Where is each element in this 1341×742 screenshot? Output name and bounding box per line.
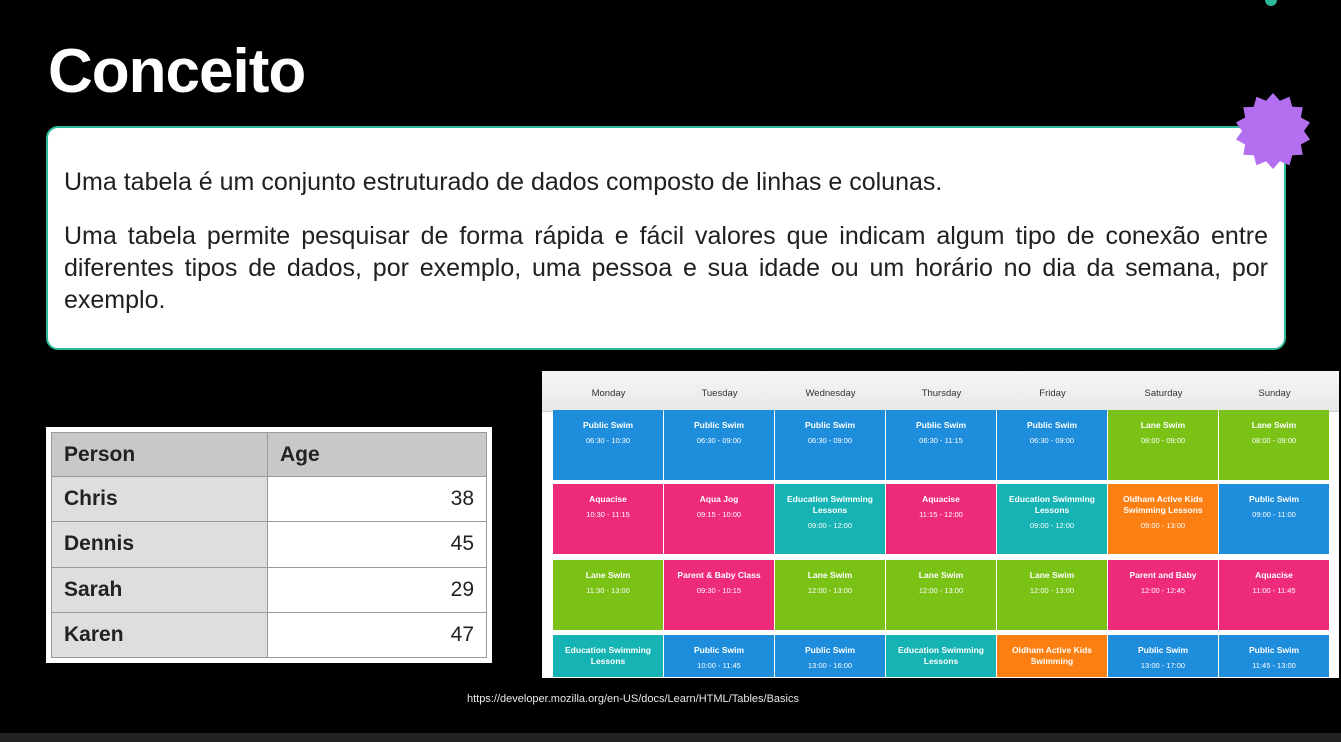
activity-name: Public Swim [804, 420, 856, 430]
age-cell: 47 [268, 612, 487, 657]
timetable-cell [997, 484, 1107, 554]
timetable-cell [997, 410, 1107, 480]
timetable-cell [553, 410, 663, 480]
activity-name: Aquacise [1255, 570, 1293, 580]
activity-time: 13:00 - 16:00 [807, 661, 853, 670]
activity-time: 08:00 - 09:00 [1140, 436, 1186, 445]
activity-time: 09:00 - 11:00 [1252, 510, 1296, 519]
activity-time: 06:30 - 09:00 [807, 436, 853, 445]
person-cell: Dennis [52, 522, 268, 567]
timetable-cell [1108, 410, 1218, 480]
activity-time: 11:30 - 13:00 [586, 586, 630, 595]
activity-time: 09:30 - 10:15 [696, 586, 742, 595]
activity-name: Lane Swim [1029, 570, 1075, 580]
age-cell: 38 [268, 477, 487, 522]
concept-paragraph-1: Uma tabela é um conjunto estruturado de dados composto de linhas e colunas. [64, 168, 943, 196]
activity-time: 09:00 - 12:00 [1029, 521, 1075, 530]
activity-time: 06:30 - 09:00 [1029, 436, 1075, 445]
timetable-cell [886, 560, 996, 630]
timetable-cell [553, 635, 663, 677]
timetable-cell [997, 635, 1107, 677]
activity-name: Aqua Jog [699, 494, 739, 504]
day-header-1: Tuesday [701, 388, 738, 399]
timetable-cell [664, 560, 774, 630]
activity-name: Lane Swim [918, 570, 964, 580]
activity-time: 12:00 - 12:45 [1140, 586, 1186, 595]
day-header-6: Sunday [1258, 388, 1291, 399]
activity-name: Aquacise [589, 494, 627, 504]
purple-burst-icon [1234, 92, 1312, 170]
timetable-cell [664, 410, 774, 480]
timetable-cell [775, 560, 885, 630]
slide-title: Conceito [48, 37, 306, 106]
day-header-0: Monday [591, 388, 626, 399]
table-row [52, 477, 487, 522]
activity-name: Aquacise [922, 494, 960, 504]
person-cell: Karen [52, 612, 268, 657]
activity-time: 06:30 - 10:30 [585, 436, 631, 445]
activity-name: Parent & Baby Class [677, 570, 761, 580]
person-age-table-image [46, 427, 492, 663]
activity-name: Public Swim [804, 645, 856, 655]
timetable-cell [1219, 635, 1329, 677]
timetable-day-header [542, 371, 1339, 412]
day-header-3: Thursday [921, 388, 962, 399]
activity-name: Education Swimming Lessons [1009, 494, 1095, 515]
table-header-row [52, 433, 487, 477]
activity-name: Oldham Active Kids Swimming [1012, 645, 1092, 666]
activity-name: Public Swim [693, 645, 745, 655]
activity-name: Lane Swim [807, 570, 853, 580]
activity-name: Public Swim [1026, 420, 1078, 430]
activity-name: Parent and Baby [1129, 570, 1197, 580]
activity-name: Public Swim [1137, 645, 1189, 655]
activity-name: Public Swim [582, 420, 634, 430]
day-header-4: Friday [1039, 388, 1066, 399]
timetable-cell [1108, 484, 1218, 554]
timetable-cell [1108, 560, 1218, 630]
activity-time: 09:00 - 13:00 [1140, 521, 1186, 530]
activity-time: 12:00 - 13:00 [807, 586, 853, 595]
activity-time: 12:00 - 13:00 [1029, 586, 1075, 595]
activity-time: 09:00 - 12:00 [807, 521, 853, 530]
timetable-cell [886, 484, 996, 554]
person-cell: Sarah [52, 567, 268, 612]
activity-time: 08:00 - 09:00 [1251, 436, 1297, 445]
activity-time: 11:15 - 12:00 [919, 510, 963, 519]
activity-name: Oldham Active Kids Swimming Lessons [1123, 494, 1203, 515]
corner-dot [1265, 0, 1277, 6]
activity-time: 13:00 - 17:00 [1140, 661, 1186, 670]
header-age: Age [268, 433, 487, 477]
timetable-cell [997, 560, 1107, 630]
activity-time: 12:00 - 13:00 [918, 586, 964, 595]
timetable-cell [1219, 560, 1329, 630]
timetable-cell [775, 410, 885, 480]
timetable-cell [553, 484, 663, 554]
day-header-5: Saturday [1144, 388, 1183, 399]
timetable-cell [664, 484, 774, 554]
table-row [52, 612, 487, 657]
activity-name: Public Swim [1248, 645, 1300, 655]
timetable-cell [1219, 484, 1329, 554]
activity-time: 06:30 - 09:00 [696, 436, 742, 445]
timetable-cell [553, 560, 663, 630]
swim-timetable-image [542, 371, 1339, 678]
activity-name: Lane Swim [1140, 420, 1186, 430]
age-cell: 45 [268, 522, 487, 567]
activity-name: Public Swim [915, 420, 967, 430]
activity-name: Public Swim [693, 420, 745, 430]
person-age-table [51, 432, 487, 658]
concept-paragraph-2: Uma tabela permite pesquisar de forma rápida e fácil valores que indicam algum tipo de conexão entre diferentes tipos de dados, por exemplo, uma pessoa e sua idade ou um horário no dia da semana, por exemplo. [64, 222, 1268, 314]
timetable-cell [886, 410, 996, 480]
activity-name: Education Swimming Lessons [898, 645, 984, 666]
activity-time: 10:30 - 11:15 [586, 510, 630, 519]
activity-time: 11:45 - 13:00 [1252, 661, 1296, 670]
timetable-cell [1108, 635, 1218, 677]
timetable-cell [1219, 410, 1329, 480]
activity-time: 09:15 - 10:00 [696, 510, 742, 519]
timetable-cell [775, 635, 885, 677]
concept-card [46, 126, 1286, 350]
source-url: https://developer.mozilla.org/en-US/docs/Learn/HTML/Tables/Basics [467, 693, 799, 705]
bottom-bar [0, 733, 1341, 742]
person-cell: Chris [52, 477, 268, 522]
table-row [52, 567, 487, 612]
activity-name: Education Swimming Lessons [787, 494, 873, 515]
header-person: Person [52, 433, 268, 477]
timetable-cell [664, 635, 774, 677]
timetable-cell [886, 635, 996, 677]
age-cell: 29 [268, 567, 487, 612]
activity-time: 06:30 - 11:15 [919, 436, 963, 445]
activity-time: 11:00 - 11:45 [1252, 586, 1296, 595]
day-header-2: Wednesday [805, 388, 856, 399]
activity-name: Lane Swim [585, 570, 631, 580]
activity-name: Lane Swim [1251, 420, 1297, 430]
activity-name: Public Swim [1248, 494, 1300, 504]
table-row [52, 522, 487, 567]
activity-time: 10:00 - 11:45 [697, 661, 741, 670]
activity-name: Education Swimming Lessons [565, 645, 651, 666]
timetable-cell [775, 484, 885, 554]
